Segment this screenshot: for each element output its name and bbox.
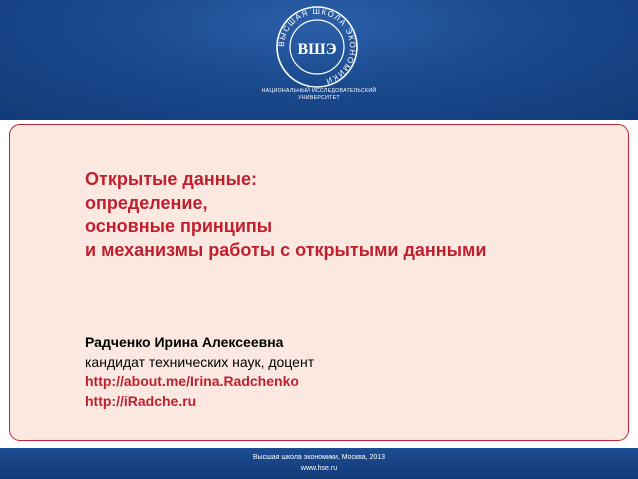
title-line-1: Открытые данные:: [85, 169, 257, 189]
university-name-line-2: УНИВЕРСИТЕТ: [298, 95, 340, 101]
title-line-3: основные принципы: [85, 216, 273, 236]
author-name: Радченко Ирина Алексеевна: [85, 334, 284, 350]
presentation-title: [85, 168, 605, 262]
header-banner: [0, 0, 638, 120]
author-link-about-me[interactable]: http://about.me/Irina.Radchenko: [85, 373, 299, 389]
university-name-line-1: НАЦИОНАЛЬНЫЙ ИССЛЕДОВАТЕЛЬСКИЙ: [261, 88, 377, 94]
title-line-4: и механизмы работы с открытыми данными: [85, 239, 487, 260]
emblem-monogram: ВШЭ: [297, 41, 337, 58]
footer-website: www.hse.ru: [300, 465, 338, 472]
footer-bar: [0, 448, 638, 479]
author-block: [85, 333, 605, 411]
hse-logo-emblem: [275, 5, 359, 89]
footer-copyright: Высшая школа экономики, Москва, 2013: [252, 454, 386, 461]
author-link-personal-site[interactable]: http://iRadche.ru: [85, 392, 197, 409]
author-position: кандидат технических наук, доцент: [85, 353, 315, 370]
emblem-ring-text: ВЫСШАЯ ШКОЛА ЭКОНОМИКИ: [276, 6, 358, 86]
title-line-2: определение,: [85, 192, 208, 213]
university-name: [219, 88, 419, 102]
